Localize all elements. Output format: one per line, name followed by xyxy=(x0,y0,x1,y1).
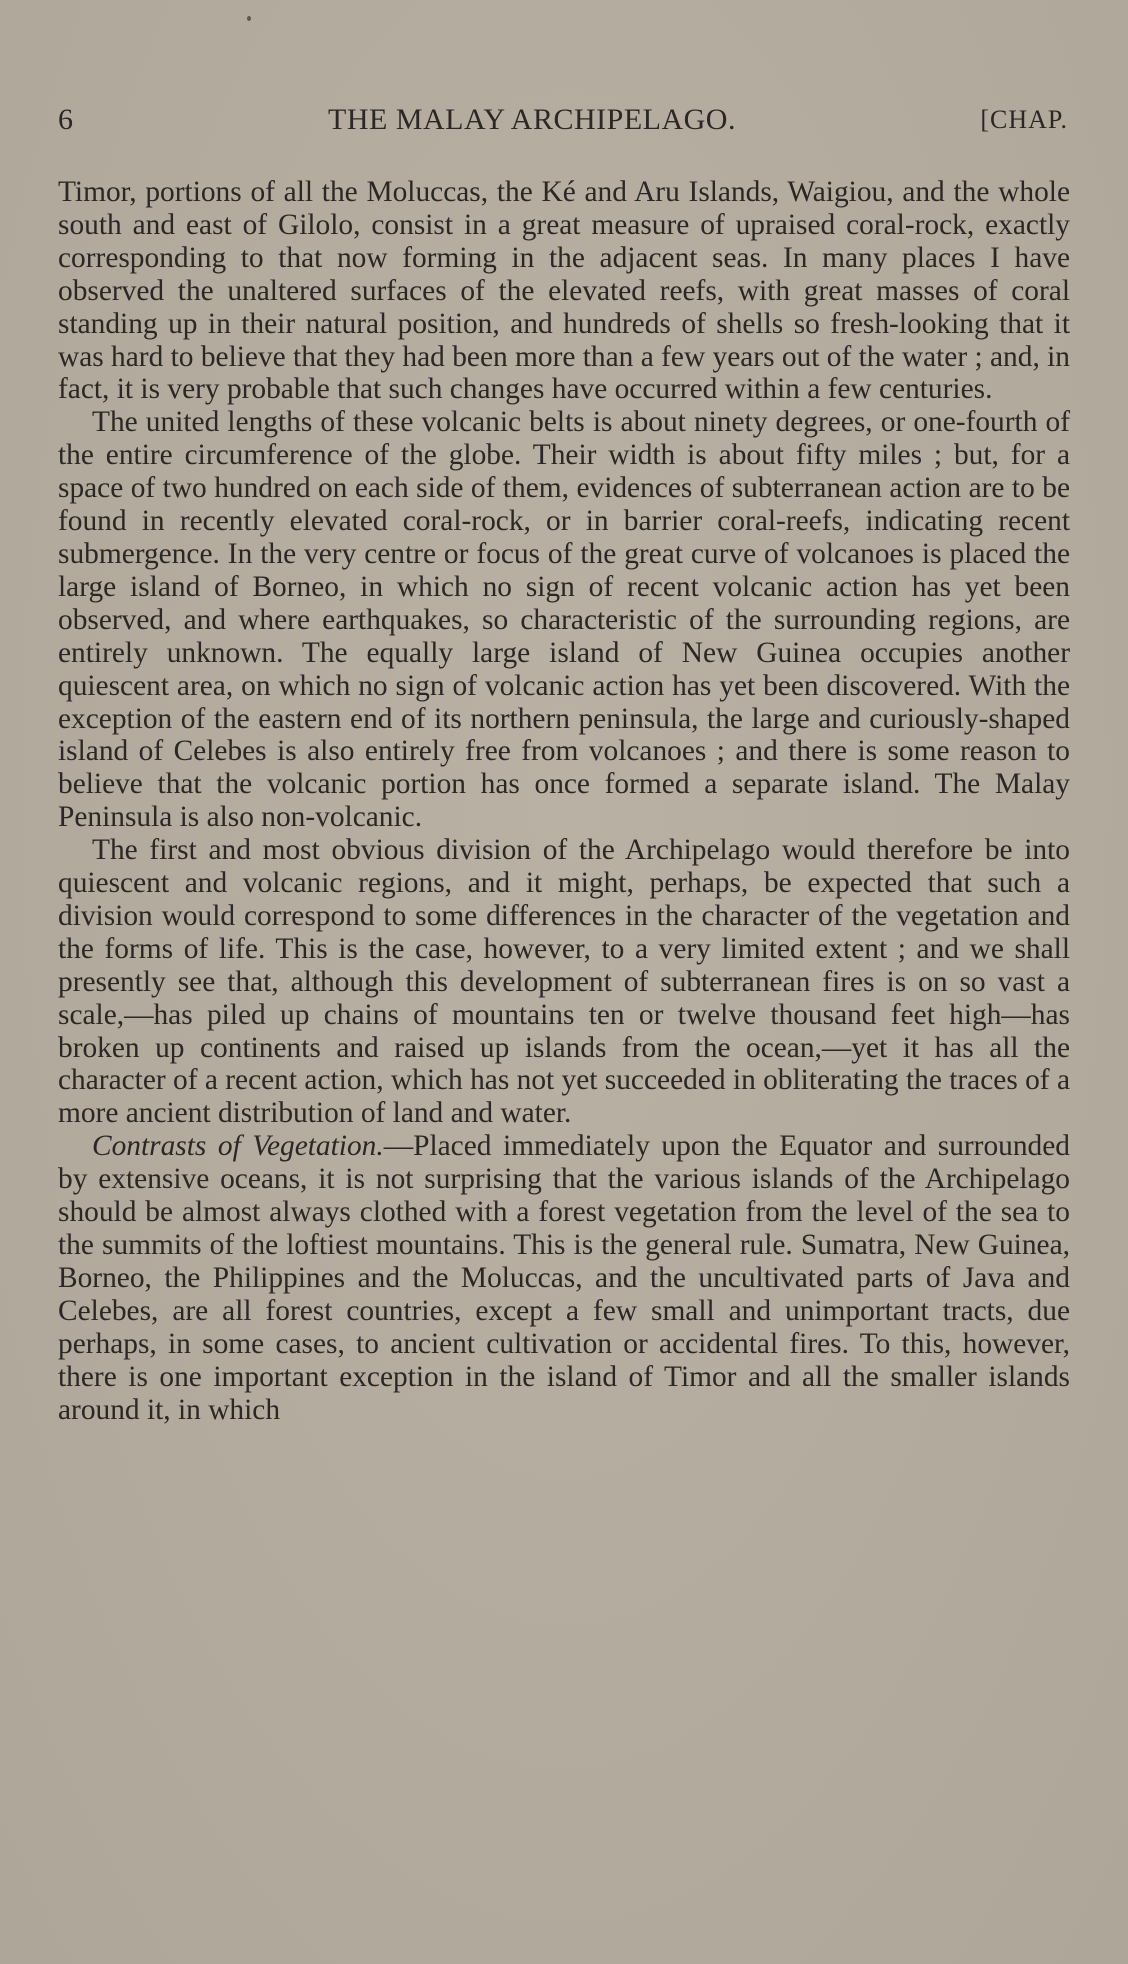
section-title: Contrasts of Vegetation. xyxy=(92,1130,384,1163)
running-header xyxy=(58,100,1068,140)
paragraph-2: The united lengths of these volcanic belts is about ninety degrees, or one-fourth of the entire circumference of the globe. Their width is about fifty miles ; but, for a space of two hundred on each side of them, evidences of subterranean action are to be found in recently elevated coral-rock, or in barrier coral-reefs, indicating recent submergence. In the very centre or focus of the great curve of volcanoes is placed the large island of Borneo, in which no sign of recent volcanic action has yet been observed, and where earthquakes, so characteristic of the surrounding regions, are entirely unknown. The equally large island of New Guinea occupies another quiescent area, on which no sign of volcanic action has yet been discovered. With the exception of the eastern end of its northern peninsula, the large and curiously-shaped island of Celebes is also entirely free from volcanoes ; and there is some reason to believe that the volcanic portion has once formed a separate island. The Malay Peninsula is also non-volcanic. xyxy=(58,406,1070,834)
paragraph-3: The first and most obvious division of the Archipelago would therefore be into quiescent and volcanic regions, and it might, perhaps, be expected that such a division would correspond to some differences in the character of the vegetation and the forms of life. This is the case, however, to a very limited extent ; and we shall presently see that, although this development of subterranean fires is on so vast a scale,—has piled up chains of mountains ten or twelve thousand feet high—has broken up continents and raised up islands from the ocean,—yet it has all the character of a recent action, which has not yet succeeded in obliterating the traces of a more ancient distribution of land and water. xyxy=(58,834,1070,1130)
paragraph-4 xyxy=(58,1130,1070,1426)
page-number: 6 xyxy=(58,103,73,136)
running-title: THE MALAY ARCHIPELAGO. xyxy=(328,103,736,136)
body-text xyxy=(58,176,1070,1426)
chapter-mark: [CHAP. xyxy=(980,105,1068,134)
ink-speck xyxy=(247,16,251,21)
paragraph-1: Timor, portions of all the Moluccas, the Ké and Aru Islands, Waigiou, and the whole south and east of Gilolo, consist in a great measure of upraised coral-rock, exactly corresponding to that now forming in the adjacent seas. In many places I have observed the unaltered surfaces of the elevated reefs, with great masses of coral standing up in their natural position, and hundreds of shells so fresh-looking that it was hard to believe that they had been more than a few years out of the water ; and, in fact, it is very probable that such changes have occurred within a few centuries. xyxy=(58,176,1070,406)
paragraph-4-text: —Placed immediately upon the Equator and surrounded by extensive oceans, it is not surprising that the various islands of the Archipelago should be almost always clothed with a forest vegetation from the level of the sea to the summits of the loftiest mountains. This is the general rule. Sumatra, New Guinea, Borneo, the Philippines and the Moluccas, and the uncultivated parts of Java and Celebes, are all forest countries, except a few small and unimportant tracts, due perhaps, in some cases, to ancient cultivation or accidental fires. To this, however, there is one important exception in the island of Timor and all the smaller islands around it, in which xyxy=(58,1130,1070,1426)
